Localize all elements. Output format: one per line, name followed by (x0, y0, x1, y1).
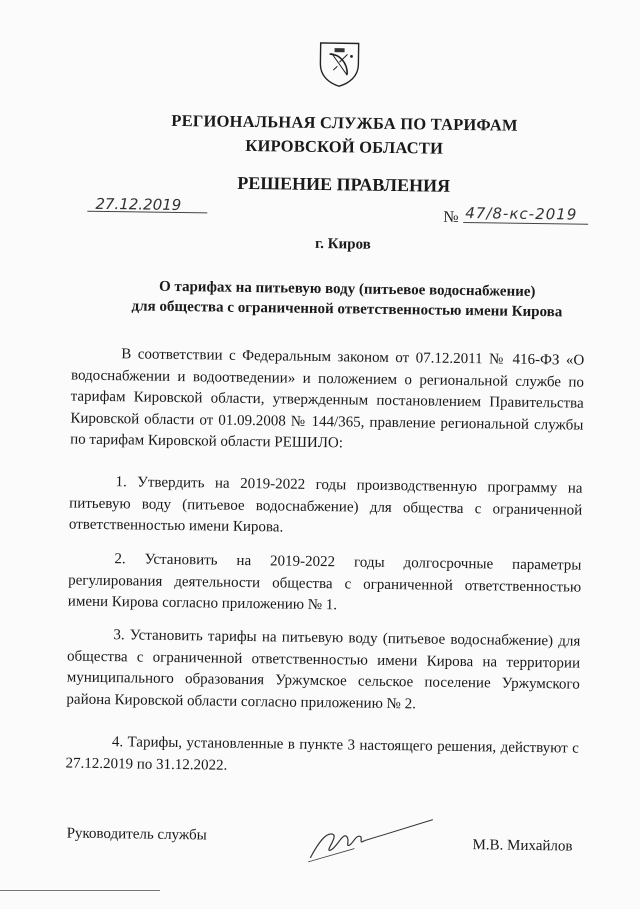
signatory-position: Руководитель службы (66, 825, 207, 844)
page-bottom-rule (0, 890, 160, 891)
org-name-line1: РЕГИОНАЛЬНАЯ СЛУЖБА ПО ТАРИФАМ (171, 110, 518, 135)
document-date: 27.12.2019 (95, 194, 182, 215)
handwritten-signature (304, 812, 445, 866)
number-label: № (443, 208, 459, 226)
coat-of-arms-icon (317, 40, 362, 89)
item-2-paragraph: 2. Установить на 2019-2022 годы долгосрочные параметры регулирования деятельности общества с ограниченной ответственностью имени Кирова согласно приложению № 1. (67, 551, 582, 614)
document-type: РЕШЕНИЕ ПРАВЛЕНИЯ (237, 172, 451, 196)
preamble-paragraph: В соответствии с Федеральным законом от 07.12.2011 № 416-ФЗ «О водоснабжении и водоотведении» и положением о региональной службе по тарифам Кировской области, утвержденным постановлением Правительства Кировской области от 01.09.2008 № 144/365, правление региональной службы по тарифам Кировской области РЕШИЛО: (70, 346, 585, 452)
item-1-paragraph: 1. Утвердить на 2019-2022 годы производственную программу на питьевую воду (питьевое водоснабжение) для общества с ограниченной ответственностью имени Кирова. (68, 474, 583, 536)
item-4-paragraph: 4. Тарифы, установленные в пункте 3 настоящего решения, действуют с 27.12.2019 по 31.12.2022. (65, 734, 579, 774)
city: г. Киров (314, 235, 371, 253)
org-name-line2: КИРОВСКОЙ ОБЛАСТИ (245, 135, 444, 158)
signatory-name: М.В. Михайлов (472, 837, 573, 855)
subject-line1: О тарифах на питьевую воду (питьевое водоснабжение) (158, 278, 536, 300)
subject-line2: для общества с ограниченной ответственностью имени Кирова (131, 298, 563, 321)
item-3-paragraph: 3. Установить тарифы на питьевую воду (питьевое водоснабжение) для общества с ограниченной ответственностью имени Кирова на территории муниципального образования Уржумское сельское поселение Уржумского района Кировской области согласно приложению № 2. (66, 627, 581, 712)
document-number: 47/8-кс-2019 (465, 204, 578, 224)
